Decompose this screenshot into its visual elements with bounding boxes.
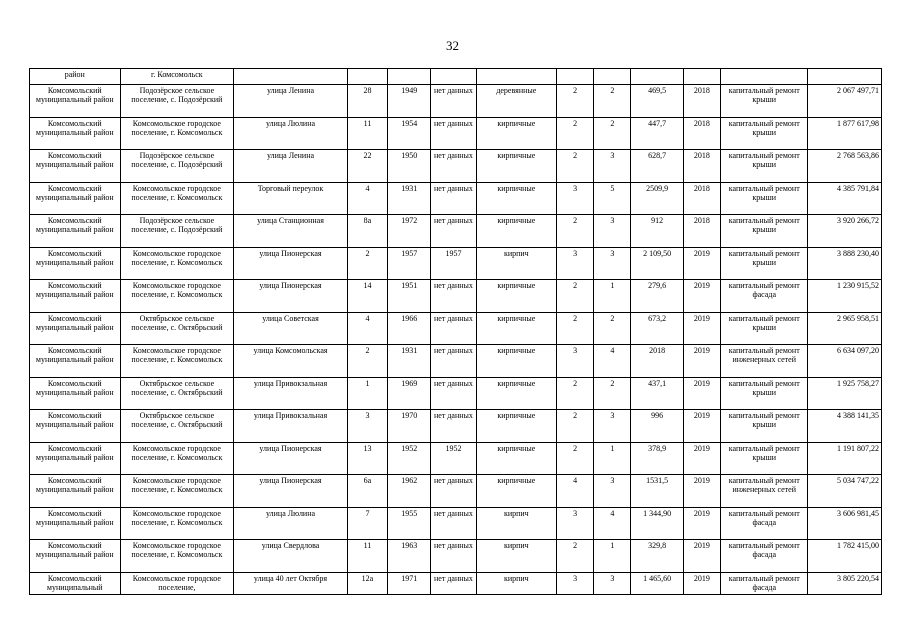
cell-area xyxy=(631,69,683,85)
cell-district: Комсомольский муниципальный район xyxy=(30,475,121,508)
cell-work: капитальный ремонт фасада xyxy=(720,540,808,573)
cell-cost: 1 877 617,98 xyxy=(808,117,882,150)
cell-entrances: 3 xyxy=(594,410,631,443)
cell-year-overhaul: нет данных xyxy=(431,215,476,248)
cell-year-built: 1969 xyxy=(388,377,431,410)
cell-area: 329,8 xyxy=(631,540,683,573)
cell-year-overhaul: нет данных xyxy=(431,572,476,594)
cell-year-built: 1931 xyxy=(388,345,431,378)
cell-floors: 4 xyxy=(557,475,594,508)
cell-entrances: 2 xyxy=(594,117,631,150)
cell-area: 996 xyxy=(631,410,683,443)
cell-street: улица 40 лет Октября xyxy=(234,572,348,594)
table-row xyxy=(30,182,882,215)
cell-year-overhaul: нет данных xyxy=(431,182,476,215)
cell-work: капитальный ремонт крыши xyxy=(720,85,808,118)
cell-plan-year xyxy=(683,69,720,85)
cell-settlement: Комсомольское городское поселение, г. Комсомольск xyxy=(120,442,234,475)
cell-entrances: 1 xyxy=(594,540,631,573)
cell-district: район xyxy=(30,69,121,85)
cell-area: 912 xyxy=(631,215,683,248)
table-row xyxy=(30,247,882,280)
cell-work: капитальный ремонт крыши xyxy=(720,442,808,475)
cell-work: капитальный ремонт крыши xyxy=(720,182,808,215)
cell-floors: 2 xyxy=(557,117,594,150)
cell-year-built: 1966 xyxy=(388,312,431,345)
cell-year-built: 1971 xyxy=(388,572,431,594)
page-number: 32 xyxy=(446,38,459,53)
cell-plan-year: 2019 xyxy=(683,410,720,443)
cell-walls: кирпичные xyxy=(476,475,556,508)
cell-settlement: Комсомольское городское поселение, г. Комсомольск xyxy=(120,247,234,280)
cell-plan-year: 2018 xyxy=(683,182,720,215)
cell-year-overhaul: нет данных xyxy=(431,280,476,313)
cell-year-built: 1952 xyxy=(388,442,431,475)
cell-settlement: Комсомольское городское поселение, г. Комсомольск xyxy=(120,182,234,215)
cell-year-overhaul: нет данных xyxy=(431,345,476,378)
cell-area: 378,9 xyxy=(631,442,683,475)
cell-district: Комсомольский муниципальный район xyxy=(30,182,121,215)
cell-year-built: 1955 xyxy=(388,507,431,540)
cell-year-overhaul: 1957 xyxy=(431,247,476,280)
cell-work: капитальный ремонт крыши xyxy=(720,247,808,280)
cell-house: 14 xyxy=(347,280,387,313)
cell-floors: 2 xyxy=(557,150,594,183)
cell-house: 8а xyxy=(347,215,387,248)
cell-district: Комсомольский муниципальный район xyxy=(30,280,121,313)
cell-entrances: 2 xyxy=(594,377,631,410)
cell-area: 2018 xyxy=(631,345,683,378)
cell-house: 13 xyxy=(347,442,387,475)
cell-settlement: Комсомольское городское поселение, г. Комсомольск xyxy=(120,280,234,313)
cell-area: 447,7 xyxy=(631,117,683,150)
cell-plan-year: 2018 xyxy=(683,150,720,183)
cell-area: 673,2 xyxy=(631,312,683,345)
cell-area: 628,7 xyxy=(631,150,683,183)
cell-house xyxy=(347,69,387,85)
cell-street: улица Люлина xyxy=(234,507,348,540)
cell-entrances: 3 xyxy=(594,150,631,183)
cell-area: 1531,5 xyxy=(631,475,683,508)
cell-year-overhaul: нет данных xyxy=(431,540,476,573)
cell-entrances: 3 xyxy=(594,572,631,594)
table-row xyxy=(30,150,882,183)
cell-entrances: 3 xyxy=(594,475,631,508)
cell-walls: кирпич xyxy=(476,540,556,573)
cell-street: улица Люлина xyxy=(234,117,348,150)
cell-plan-year: 2018 xyxy=(683,215,720,248)
cell-year-built: 1951 xyxy=(388,280,431,313)
cell-year-built: 1949 xyxy=(388,85,431,118)
cell-walls: кирпичные xyxy=(476,215,556,248)
cell-year-built: 1963 xyxy=(388,540,431,573)
cell-district: Комсомольский муниципальный район xyxy=(30,117,121,150)
cell-floors: 3 xyxy=(557,507,594,540)
cell-floors: 2 xyxy=(557,215,594,248)
cell-street: улица Привокзальная xyxy=(234,410,348,443)
cell-house: 7 xyxy=(347,507,387,540)
cell-year-built: 1972 xyxy=(388,215,431,248)
cell-street: улица Комсомольская xyxy=(234,345,348,378)
cell-house: 28 xyxy=(347,85,387,118)
cell-plan-year: 2019 xyxy=(683,345,720,378)
cell-year-overhaul: нет данных xyxy=(431,377,476,410)
cell-year-built: 1931 xyxy=(388,182,431,215)
cell-entrances: 4 xyxy=(594,345,631,378)
cell-year-overhaul: нет данных xyxy=(431,312,476,345)
cell-district: Комсомольский муниципальный район xyxy=(30,442,121,475)
cell-entrances: 2 xyxy=(594,312,631,345)
cell-work: капитальный ремонт крыши xyxy=(720,312,808,345)
cell-walls: кирпич xyxy=(476,572,556,594)
cell-plan-year: 2018 xyxy=(683,85,720,118)
cell-work: капитальный ремонт крыши xyxy=(720,150,808,183)
cell-plan-year: 2019 xyxy=(683,475,720,508)
cell-cost: 1 230 915,52 xyxy=(808,280,882,313)
cell-house: 4 xyxy=(347,312,387,345)
cell-street: улица Привокзальная xyxy=(234,377,348,410)
cell-cost: 6 634 097,20 xyxy=(808,345,882,378)
cell-settlement: Подозёрское сельское поселение, с. Подозёрский xyxy=(120,85,234,118)
cell-floors: 2 xyxy=(557,410,594,443)
cell-cost: 3 920 266,72 xyxy=(808,215,882,248)
cell-plan-year: 2019 xyxy=(683,280,720,313)
cell-street: улица Пионерская xyxy=(234,442,348,475)
cell-house: 2 xyxy=(347,345,387,378)
cell-walls: кирпичные xyxy=(476,410,556,443)
cell-house: 11 xyxy=(347,117,387,150)
table-row xyxy=(30,85,882,118)
table-row xyxy=(30,117,882,150)
cell-area: 1 344,90 xyxy=(631,507,683,540)
cell-walls: кирпичные xyxy=(476,345,556,378)
cell-year-overhaul: нет данных xyxy=(431,410,476,443)
cell-entrances: 3 xyxy=(594,247,631,280)
cell-house: 12а xyxy=(347,572,387,594)
cell-plan-year: 2019 xyxy=(683,507,720,540)
cell-settlement: Октябрьское сельское поселение, с. Октябрьский xyxy=(120,377,234,410)
cell-district: Комсомольский муниципальный район xyxy=(30,85,121,118)
cell-cost: 3 805 220,54 xyxy=(808,572,882,594)
cell-year-overhaul: нет данных xyxy=(431,85,476,118)
cell-walls: кирпичные xyxy=(476,182,556,215)
table-row xyxy=(30,572,882,594)
cell-district: Комсомольский муниципальный район xyxy=(30,540,121,573)
cell-floors: 3 xyxy=(557,572,594,594)
cell-walls: кирпичные xyxy=(476,377,556,410)
cell-floors: 2 xyxy=(557,442,594,475)
table-row xyxy=(30,312,882,345)
cell-settlement: г. Комсомольск xyxy=(120,69,234,85)
cell-floors: 3 xyxy=(557,182,594,215)
cell-year-built: 1954 xyxy=(388,117,431,150)
cell-cost: 3 606 981,45 xyxy=(808,507,882,540)
cell-district: Комсомольский муниципальный район xyxy=(30,507,121,540)
cell-walls: кирпич xyxy=(476,507,556,540)
cell-entrances: 4 xyxy=(594,507,631,540)
cell-floors: 3 xyxy=(557,247,594,280)
cell-area: 437,1 xyxy=(631,377,683,410)
cell-area: 1 465,60 xyxy=(631,572,683,594)
cell-plan-year: 2019 xyxy=(683,572,720,594)
cell-street: улица Пионерская xyxy=(234,247,348,280)
cell-house: 6а xyxy=(347,475,387,508)
cell-entrances: 3 xyxy=(594,215,631,248)
cell-cost: 3 888 230,40 xyxy=(808,247,882,280)
cell-year-built: 1962 xyxy=(388,475,431,508)
cell-settlement: Комсомольское городское поселение, xyxy=(120,572,234,594)
cell-floors: 2 xyxy=(557,540,594,573)
cell-floors xyxy=(557,69,594,85)
cell-cost: 2 067 497,71 xyxy=(808,85,882,118)
cell-entrances: 2 xyxy=(594,85,631,118)
cell-cost: 2 965 958,51 xyxy=(808,312,882,345)
cell-street: улица Свердлова xyxy=(234,540,348,573)
cell-walls: кирпичные xyxy=(476,312,556,345)
cell-year-overhaul xyxy=(431,69,476,85)
cell-district: Комсомольский муниципальный район xyxy=(30,150,121,183)
cell-entrances xyxy=(594,69,631,85)
cell-walls xyxy=(476,69,556,85)
cell-cost: 5 034 747,22 xyxy=(808,475,882,508)
cell-year-overhaul: нет данных xyxy=(431,150,476,183)
cell-cost: 2 768 563,86 xyxy=(808,150,882,183)
cell-walls: кирпичные xyxy=(476,117,556,150)
cell-walls: кирпичные xyxy=(476,442,556,475)
cell-street xyxy=(234,69,348,85)
cell-area: 279,6 xyxy=(631,280,683,313)
cell-street: улица Ленина xyxy=(234,85,348,118)
table-row xyxy=(30,540,882,573)
cell-year-overhaul: 1952 xyxy=(431,442,476,475)
cell-district: Комсомольский муниципальный район xyxy=(30,377,121,410)
cell-entrances: 1 xyxy=(594,442,631,475)
cell-work xyxy=(720,69,808,85)
cell-walls: кирпичные xyxy=(476,150,556,183)
cell-area: 2509,9 xyxy=(631,182,683,215)
cell-work: капитальный ремонт крыши xyxy=(720,377,808,410)
cell-house: 1 xyxy=(347,377,387,410)
table-row xyxy=(30,442,882,475)
cell-walls: кирпичные xyxy=(476,280,556,313)
table-row xyxy=(30,377,882,410)
table-row xyxy=(30,410,882,443)
cell-street: улица Ленина xyxy=(234,150,348,183)
cell-year-built: 1970 xyxy=(388,410,431,443)
cell-plan-year: 2019 xyxy=(683,377,720,410)
cell-street: Торговый переулок xyxy=(234,182,348,215)
cell-settlement: Комсомольское городское поселение, г. Комсомольск xyxy=(120,345,234,378)
table-row xyxy=(30,280,882,313)
cell-year-built: 1950 xyxy=(388,150,431,183)
cell-work: капитальный ремонт фасада xyxy=(720,507,808,540)
cell-house: 3 xyxy=(347,410,387,443)
cell-house: 2 xyxy=(347,247,387,280)
cell-entrances: 1 xyxy=(594,280,631,313)
cell-cost: 1 191 807,22 xyxy=(808,442,882,475)
table-row xyxy=(30,215,882,248)
cell-entrances: 5 xyxy=(594,182,631,215)
cell-cost: 1 782 415,00 xyxy=(808,540,882,573)
cell-district: Комсомольский муниципальный район xyxy=(30,247,121,280)
cell-settlement: Комсомольское городское поселение, г. Комсомольск xyxy=(120,540,234,573)
cell-floors: 3 xyxy=(557,345,594,378)
cell-floors: 2 xyxy=(557,280,594,313)
cell-district: Комсомольский муниципальный район xyxy=(30,312,121,345)
cell-floors: 2 xyxy=(557,85,594,118)
table-row-continued xyxy=(30,69,882,85)
cell-street: улица Станционная xyxy=(234,215,348,248)
cell-work: капитальный ремонт крыши xyxy=(720,215,808,248)
cell-cost: 4 388 141,35 xyxy=(808,410,882,443)
cell-house: 22 xyxy=(347,150,387,183)
cell-floors: 2 xyxy=(557,312,594,345)
cell-street: улица Советская xyxy=(234,312,348,345)
table-row xyxy=(30,475,882,508)
cell-year-overhaul: нет данных xyxy=(431,475,476,508)
cell-work: капитальный ремонт инженерных сетей xyxy=(720,475,808,508)
cell-settlement: Октябрьское сельское поселение, с. Октябрьский xyxy=(120,312,234,345)
cell-work: капитальный ремонт крыши xyxy=(720,410,808,443)
cell-year-built xyxy=(388,69,431,85)
cell-settlement: Подозёрское сельское поселение, с. Подозёрский xyxy=(120,215,234,248)
table-row xyxy=(30,345,882,378)
cell-floors: 2 xyxy=(557,377,594,410)
cell-year-overhaul: нет данных xyxy=(431,507,476,540)
cell-district: Комсомольский муниципальный район xyxy=(30,345,121,378)
cell-plan-year: 2019 xyxy=(683,312,720,345)
cell-cost xyxy=(808,69,882,85)
cell-plan-year: 2019 xyxy=(683,247,720,280)
cell-area: 469,5 xyxy=(631,85,683,118)
cell-year-built: 1957 xyxy=(388,247,431,280)
cell-settlement: Комсомольское городское поселение, г. Комсомольск xyxy=(120,117,234,150)
cell-walls: деревянные xyxy=(476,85,556,118)
cell-district: Комсомольский муниципальный район xyxy=(30,410,121,443)
cell-district: Комсомольский муниципальный xyxy=(30,572,121,594)
cell-cost: 4 385 791,84 xyxy=(808,182,882,215)
cell-plan-year: 2018 xyxy=(683,117,720,150)
cell-area: 2 109,50 xyxy=(631,247,683,280)
cell-house: 11 xyxy=(347,540,387,573)
cell-street: улица Пионерская xyxy=(234,280,348,313)
cell-walls: кирпич xyxy=(476,247,556,280)
cell-plan-year: 2019 xyxy=(683,540,720,573)
cell-settlement: Октябрьское сельское поселение, с. Октябрьский xyxy=(120,410,234,443)
cell-district: Комсомольский муниципальный район xyxy=(30,215,121,248)
cell-work: капитальный ремонт фасада xyxy=(720,572,808,594)
cell-plan-year: 2019 xyxy=(683,442,720,475)
cell-house: 4 xyxy=(347,182,387,215)
cell-year-overhaul: нет данных xyxy=(431,117,476,150)
cell-work: капитальный ремонт крыши xyxy=(720,117,808,150)
cell-cost: 1 925 758,27 xyxy=(808,377,882,410)
cell-settlement: Подозёрское сельское поселение, с. Подозёрский xyxy=(120,150,234,183)
cell-work: капитальный ремонт фасада xyxy=(720,280,808,313)
buildings-table xyxy=(29,68,882,595)
cell-settlement: Комсомольское городское поселение, г. Комсомольск xyxy=(120,475,234,508)
cell-work: капитальный ремонт инженерных сетей xyxy=(720,345,808,378)
table-row xyxy=(30,507,882,540)
cell-street: улица Пионерская xyxy=(234,475,348,508)
cell-settlement: Комсомольское городское поселение, г. Комсомольск xyxy=(120,507,234,540)
